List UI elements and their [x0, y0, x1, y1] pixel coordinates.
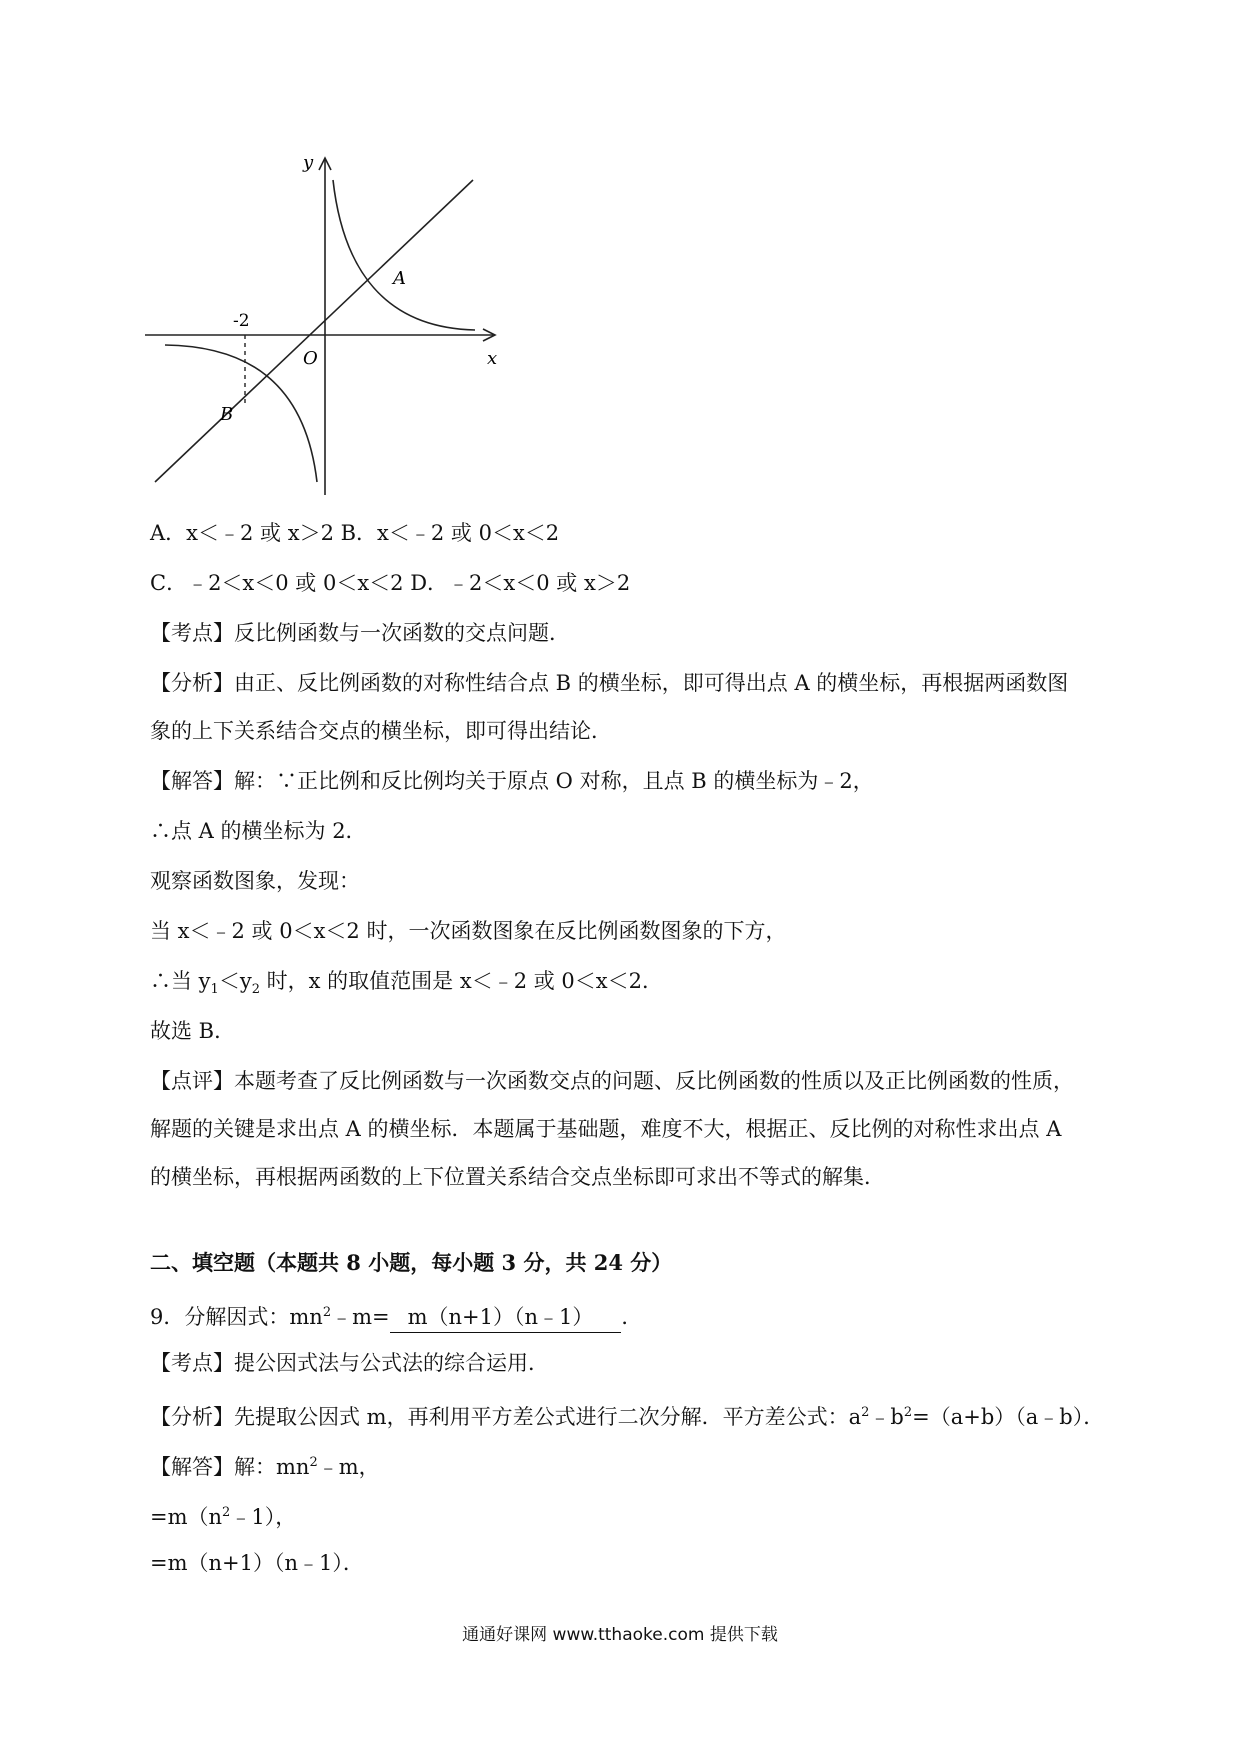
- options-ab: A．x＜﹣2 或 x＞2 B．x＜﹣2 或 0＜x＜2: [150, 521, 560, 545]
- q8-jieda-4: 当 x＜﹣2 或 0＜x＜2 时，一次函数图象在反比例函数图象的下方，: [150, 919, 787, 943]
- q9-jieda-1: [150, 1448, 380, 1482]
- q9-fenxi-mid: ﹣b: [869, 1405, 904, 1429]
- q8-dianping-2: 解题的关键是求出点 A 的横坐标．本题属于基础题，难度不大，根据正、反比例的对称性求出点 A: [150, 1117, 1062, 1141]
- q9-fenxi-pre: 先提取公因式 m，再利用平方差公式进行二次分解．平方差公式：a: [234, 1405, 862, 1429]
- q9-jieda-2-post: ﹣1），: [230, 1505, 297, 1529]
- point-b-label: B: [220, 404, 234, 425]
- q9-kaodian-text: 提公因式法与公式法的综合运用．: [234, 1351, 549, 1375]
- fenxi-tag: 【分析】: [150, 671, 234, 695]
- hyperbola-branch-first-quadrant: [333, 180, 475, 330]
- q9-stem-pre: 9．分解因式：mn: [150, 1305, 323, 1329]
- q9-stem-post: ．: [621, 1305, 643, 1329]
- jieda-5-mid: ＜y: [218, 969, 252, 993]
- jieda-5-pre: ∴当 y: [150, 969, 211, 993]
- q9-stem-mid: ﹣m=: [331, 1305, 390, 1329]
- q9-jieda-1-pre: 解：mn: [234, 1455, 310, 1479]
- q8-jieda-5: [150, 966, 663, 1005]
- q9-jieda-2-pre: =m（n: [150, 1505, 223, 1529]
- q9-kaodian: [150, 1348, 549, 1378]
- jieda-text-1: 解：∵正比例和反比例均关于原点 O 对称，且点 B 的横坐标为﹣2，: [234, 769, 874, 793]
- sub-1: 1: [210, 982, 219, 998]
- jieda-tag: 【解答】: [150, 769, 234, 793]
- dianping-text-1: 本题考查了反比例函数与一次函数交点的问题、反比例函数的性质以及正比例函数的性质，: [234, 1069, 1074, 1093]
- q9-stem-sup: 2: [322, 1305, 332, 1320]
- function-graph: [145, 150, 505, 495]
- q9-fenxi-sup1: 2: [861, 1405, 870, 1420]
- q9-jieda-2: [150, 1498, 296, 1532]
- q9-fenxi-tag: 【分析】: [150, 1405, 234, 1429]
- origin-label: O: [303, 348, 318, 369]
- fenxi-text-1: 由正、反比例函数的对称性结合点 B 的横坐标，即可得出点 A 的横坐标，再根据两函数图: [234, 671, 1069, 695]
- q9-fenxi-post: =（a+b）（a﹣b）．: [912, 1405, 1105, 1429]
- q9-jieda-3: =m（n+1）（n﹣1）．: [150, 1551, 364, 1575]
- q8-dianping-3: 的横坐标，再根据两函数的上下位置关系结合交点坐标即可求出不等式的解集．: [150, 1165, 885, 1189]
- q9-jieda-2-sup: 2: [222, 1505, 231, 1520]
- point-a-label: A: [393, 268, 406, 289]
- q8-kaodian: [150, 618, 570, 648]
- q8-jieda-2: ∴点 A 的横坐标为 2．: [150, 819, 367, 843]
- sub-2: 2: [251, 982, 260, 998]
- q9-jieda-1-post: ﹣m，: [317, 1455, 380, 1479]
- q8-jieda-1: [150, 766, 874, 796]
- q9-jieda-1-sup: 2: [309, 1455, 318, 1470]
- y-axis-label: y: [303, 152, 314, 173]
- q8-jieda-3: 观察函数图象，发现：: [150, 869, 360, 893]
- hyperbola-branch-third-quadrant: [165, 345, 317, 482]
- q8-dianping-1: [150, 1066, 1074, 1096]
- q9-fenxi-sup2: 2: [903, 1405, 913, 1420]
- q9-answer-blank: m（n+1）（n﹣1）: [390, 1302, 622, 1333]
- kaodian-tag: 【考点】: [150, 621, 234, 645]
- section-heading: 二、填空题（本题共 8 小题，每小题 3 分，共 24 分）: [150, 1250, 673, 1275]
- tick-label-neg2: -2: [233, 311, 250, 331]
- options-cd: C．﹣2＜x＜0 或 0＜x＜2 D．﹣2＜x＜0 或 x＞2: [150, 571, 631, 595]
- q9-stem: [150, 1298, 642, 1333]
- page-footer: 通通好课网 www.tthaoke.com 提供下载: [462, 1625, 778, 1645]
- x-axis-label: x: [487, 348, 498, 369]
- q8-fenxi-2: 象的上下关系结合交点的横坐标，即可得出结论．: [150, 719, 612, 743]
- q9-fenxi: [150, 1398, 1104, 1432]
- linear-function-line: [155, 180, 473, 482]
- kaodian-text: 反比例函数与一次函数的交点问题．: [234, 621, 570, 645]
- q9-jieda-tag: 【解答】: [150, 1455, 234, 1479]
- dianping-tag: 【点评】: [150, 1069, 234, 1093]
- q8-fenxi-1: [150, 668, 1068, 698]
- q9-kaodian-tag: 【考点】: [150, 1351, 234, 1375]
- jieda-5-post: 时，x 的取值范围是 x＜﹣2 或 0＜x＜2．: [259, 969, 663, 993]
- q8-jieda-6: 故选 B．: [150, 1019, 236, 1043]
